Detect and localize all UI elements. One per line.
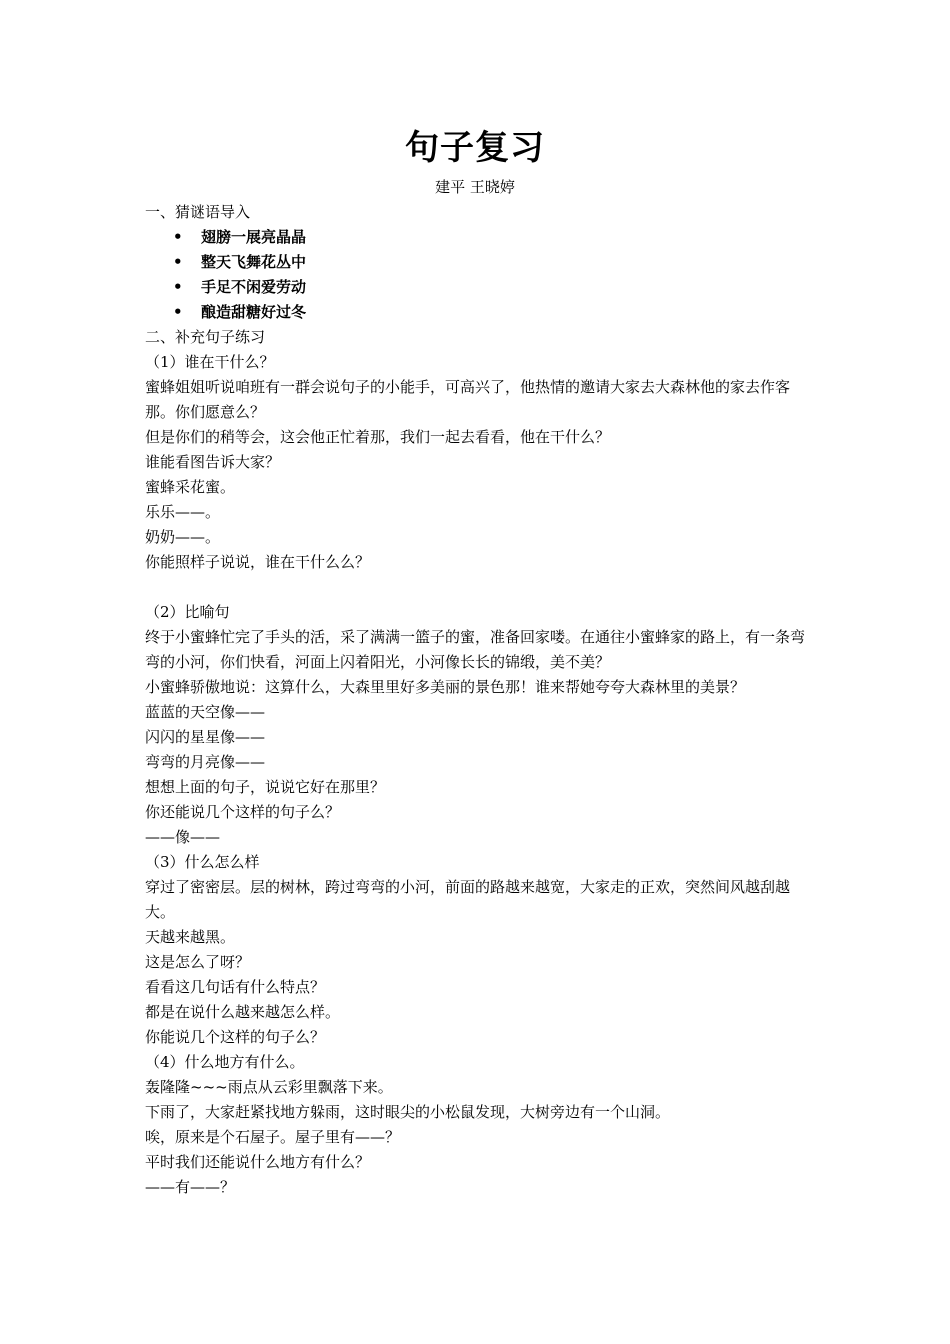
paragraph: 但是你们的稍等会，这会他正忙着那，我们一起去看看，他在干什么？ xyxy=(145,428,611,446)
document-author: 建平 王晓婷 xyxy=(435,178,515,196)
document-body xyxy=(145,200,815,1200)
paragraph: 看看这几句话有什么特点？ xyxy=(145,978,326,996)
paragraph: 穿过了密密层。层的树林，跨过弯弯的小河，前面的路越来越宽，大家走的正欢，突然间风越刮越大。 xyxy=(145,878,791,921)
paragraph: 天越来越黑。 xyxy=(145,928,236,946)
riddle-item: • 翅膀一展亮晶晶 xyxy=(145,225,815,250)
part4-heading: （4）什么地方有什么。 xyxy=(145,1053,305,1071)
riddle-item: • 整天飞舞花丛中 xyxy=(145,250,815,275)
paragraph: 蓝蓝的天空像—— xyxy=(145,703,266,721)
riddle-item: • 手足不闲爱劳动 xyxy=(145,275,815,300)
blank-line xyxy=(145,575,815,600)
bullet-icon: • xyxy=(173,303,183,321)
paragraph: 奶奶——。 xyxy=(145,528,221,546)
bullet-icon: • xyxy=(173,228,183,246)
paragraph: 你能照样子说说，谁在干什么么？ xyxy=(145,553,371,571)
paragraph: 弯弯的月亮像—— xyxy=(145,753,266,771)
paragraph: 谁能看图告诉大家？ xyxy=(145,453,281,471)
part2-heading: （2）比喻句 xyxy=(145,603,230,621)
paragraph: 你能说几个这样的句子么？ xyxy=(145,1028,326,1046)
paragraph: 蜜蜂采花蜜。 xyxy=(145,478,236,496)
paragraph: 闪闪的星星像—— xyxy=(145,728,266,746)
part1-heading: （1）谁在干什么？ xyxy=(145,353,275,371)
paragraph: ——有——？ xyxy=(145,1178,236,1196)
bullet-icon: • xyxy=(173,253,183,271)
paragraph: 平时我们还能说什么地方有什么？ xyxy=(145,1153,371,1171)
paragraph: 下雨了，大家赶紧找地方躲雨，这时眼尖的小松鼠发现，大树旁边有一个山洞。 xyxy=(145,1103,671,1121)
paragraph: 蜜蜂姐姐听说咱班有一群会说句子的小能手，可高兴了，他热情的邀请大家去大森林他的家去作客那。你们愿意么？ xyxy=(145,378,791,421)
paragraph: 唉，原来是个石屋子。屋子里有——？ xyxy=(145,1128,401,1146)
paragraph: 轰隆隆~~~雨点从云彩里飘落下来。 xyxy=(145,1078,393,1096)
paragraph: 小蜜蜂骄傲地说：这算什么，大森里里好多美丽的景色那！谁来帮她夸夸大森林里的美景？ xyxy=(145,678,746,696)
paragraph: ——像—— xyxy=(145,828,221,846)
part3-heading: （3）什么怎么样 xyxy=(145,853,260,871)
document-title: 句子复习 xyxy=(405,128,545,168)
section2-heading: 二、补充句子练习 xyxy=(145,328,266,346)
paragraph: 想想上面的句子，说说它好在那里？ xyxy=(145,778,386,796)
paragraph: 你还能说几个这样的句子么？ xyxy=(145,803,341,821)
paragraph: 都是在说什么越来越怎么样。 xyxy=(145,1003,341,1021)
riddle-item: • 酿造甜糖好过冬 xyxy=(145,300,815,325)
section1-heading: 一、猜谜语导入 xyxy=(145,203,251,221)
paragraph: 乐乐——。 xyxy=(145,503,221,521)
bullet-icon: • xyxy=(173,278,183,296)
paragraph: 终于小蜜蜂忙完了手头的活，采了满满一篮子的蜜，准备回家喽。在通往小蜜蜂家的路上，有一条弯弯的小河，你们快看，河面上闪着阳光，小河像长长的锦缎，美不美？ xyxy=(145,628,806,671)
paragraph: 这是怎么了呀？ xyxy=(145,953,251,971)
riddle-list xyxy=(145,225,815,325)
